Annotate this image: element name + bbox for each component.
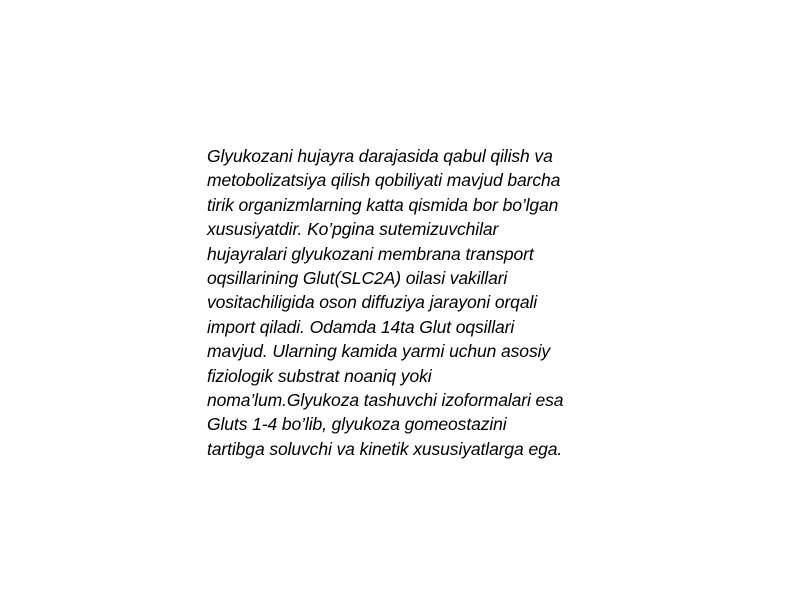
paragraph-line: vositachiligida oson diffuziya jarayoni orqali (207, 292, 538, 313)
paragraph-line: tirik organizmlarning katta qismida bor bo’lgan (207, 194, 559, 215)
paragraph-line: Gluts 1-4 bo’lib, glyukoza gomeostazini (207, 414, 507, 435)
paragraph-line: oqsillarining Glut(SLC2A) oilasi vakillari (207, 268, 508, 289)
paragraph-line: noma’lum.Glyukoza tashuvchi izoformalari esa (207, 390, 564, 411)
paragraph-line: metobolizatsiya qilish qobiliyati mavjud barcha (207, 170, 561, 191)
paragraph-line: hujayralari glyukozani membrana transport (207, 243, 534, 264)
paragraph-line: mavjud. Ularning kamida yarmi uchun asosiy (207, 341, 551, 362)
paragraph-line: Glyukozani hujayra darajasida qabul qilish va (207, 146, 553, 166)
paragraph-line: fiziologik substrat noaniq yoki (207, 365, 432, 386)
paragraph-line: tartibga soluvchi va kinetik xususiyatlarga ega. (207, 438, 563, 459)
paragraph-line: xususiyatdir. Ko’pgina sutemizuvchilar (207, 219, 499, 240)
body-paragraph (207, 144, 607, 461)
paragraph-line: import qiladi. Odamda 14ta Glut oqsillari (207, 316, 515, 337)
